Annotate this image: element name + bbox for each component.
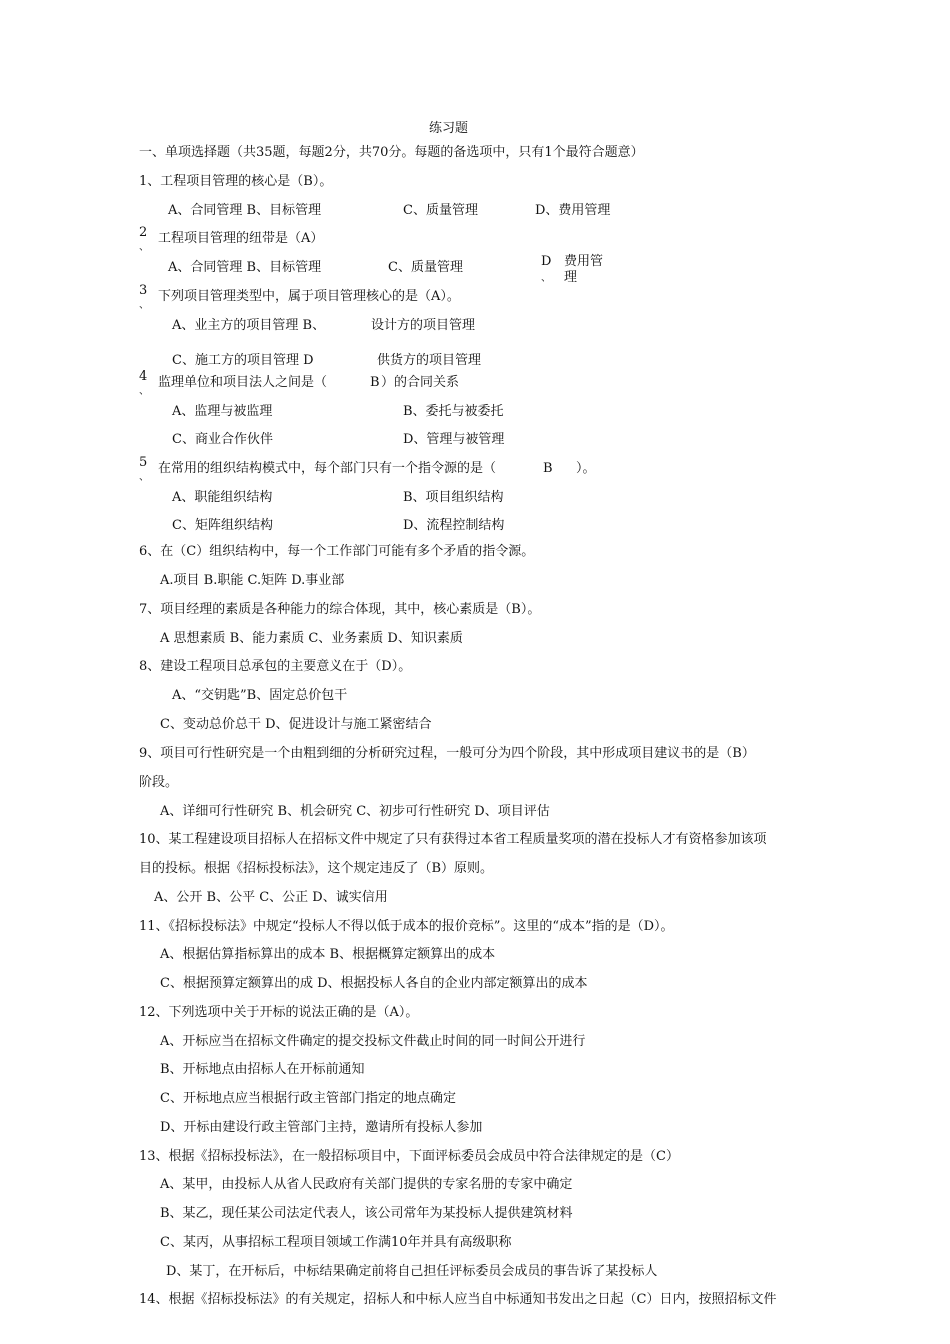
question-3-number-mark: 、 <box>139 300 149 311</box>
question-2-option-c: C、质量管理 <box>388 260 463 275</box>
question-5-answer: B <box>543 461 553 476</box>
question-13-option-a: A、某甲，由投标人从省人民政府有关部门提供的专家名册的专家中确定 <box>160 1177 573 1192</box>
question-3-option-cd: C、施工方的项目管理 D <box>172 353 314 368</box>
question-1-option-ab: A、合同管理 B、目标管理 <box>168 203 322 218</box>
question-2-stem: 工程项目管理的纽带是（A） <box>158 231 324 246</box>
question-12-option-b: B、开标地点由招标人在开标前通知 <box>160 1062 365 1077</box>
page-title: 练习题 <box>429 121 469 136</box>
question-10-stem-cont: 目的投标。根据《招标投标法》，这个规定违反了（B）原则。 <box>139 861 494 876</box>
question-13-option-b: B、某乙，现任某公司法定代表人，该公司常年为某投标人提供建筑材料 <box>160 1206 573 1221</box>
question-5-option-b: B、项目组织结构 <box>403 490 504 505</box>
question-5-option-d: D、流程控制结构 <box>403 518 505 533</box>
question-7-options: A 思想素质 B、能力素质 C、业务素质 D、知识素质 <box>160 631 463 646</box>
question-9-options: A、详细可行性研究 B、机会研究 C、初步可行性研究 D、项目评估 <box>160 804 550 819</box>
question-4-stem-end: ）的合同关系 <box>381 375 460 390</box>
question-2-number: 2 <box>139 225 148 240</box>
question-10-stem: 10、某工程建设项目招标人在招标文件中规定了只有获得过本省工程质量奖项的潜在投标人才有资格参加该项 <box>139 832 767 847</box>
question-2-option-d-letter: D <box>541 254 552 269</box>
question-13-option-d: D、某丁，在开标后，中标结果确定前将自己担任评标委员会成员的事告诉了某投标人 <box>166 1264 658 1279</box>
question-1-stem: 1、工程项目管理的核心是（B）。 <box>139 174 333 189</box>
question-2-option-ab: A、合同管理 B、目标管理 <box>168 260 322 275</box>
question-13-option-c: C、某丙，从事招标工程项目领域工作满10年并具有高级职称 <box>160 1235 512 1250</box>
question-14-stem: 14、根据《招标投标法》的有关规定，招标人和中标人应当自中标通知书发出之日起（C）日内，按照招标文件 <box>139 1292 777 1307</box>
question-5-number-mark: 、 <box>139 472 149 483</box>
question-1-option-d: D、费用管理 <box>535 203 611 218</box>
question-6-stem: 6、在（C）组织结构中，每一个工作部门可能有多个矛盾的指令源。 <box>139 544 535 559</box>
question-5-number: 5 <box>139 455 148 470</box>
question-5-option-a: A、职能组织结构 <box>172 490 273 505</box>
question-8-stem: 8、建设工程项目总承包的主要意义在于（D）。 <box>139 659 412 674</box>
question-7-stem: 7、项目经理的素质是各种能力的综合体现，其中，核心素质是（B）。 <box>139 602 541 617</box>
question-2-option-d-text: 费用管 <box>564 254 604 269</box>
question-12-stem: 12、下列选项中关于开标的说法正确的是（A）。 <box>139 1005 419 1020</box>
question-5-stem-start: 在常用的组织结构模式中，每个部门只有一个指令源的是（ <box>158 461 497 476</box>
section-heading: 一、单项选择题（共35题，每题2分，共70分。每题的备选项中，只有1个最符合题意） <box>139 145 644 160</box>
question-13-stem: 13、根据《招标投标法》，在一般招标项目中，下面评标委员会成员中符合法律规定的是（C） <box>139 1149 679 1164</box>
question-9-stem-cont: 阶段。 <box>139 775 179 790</box>
question-12-option-d: D、开标由建设行政主管部门主持，邀请所有投标人参加 <box>160 1120 483 1135</box>
question-6-options: A.项目 B.职能 C.矩阵 D.事业部 <box>160 573 345 588</box>
question-4-option-d: D、管理与被管理 <box>403 432 505 447</box>
question-3-option-ab: A、业主方的项目管理 B、 <box>172 318 326 333</box>
question-4-option-b: B、委托与被委托 <box>403 404 504 419</box>
question-4-number: 4 <box>139 369 148 384</box>
question-1-option-c: C、质量管理 <box>403 203 478 218</box>
question-11-stem: 11、《招标投标法》中规定“投标人不得以低于成本的报价竞标”。这里的“成本”指的是（D）。 <box>139 919 674 934</box>
question-9-stem: 9、项目可行性研究是一个由粗到细的分析研究过程，一般可分为四个阶段，其中形成项目建议书的是（B） <box>139 746 755 761</box>
question-10-options: A、公开 B、公平 C、公正 D、诚实信用 <box>154 890 388 905</box>
question-2-option-d-mark: 、 <box>541 273 551 284</box>
question-12-option-a: A、开标应当在招标文件确定的提交投标文件截止时间的同一时间公开进行 <box>160 1034 586 1049</box>
question-4-answer: B <box>370 375 380 390</box>
question-4-stem-start: 监理单位和项目法人之间是（ <box>158 375 328 390</box>
question-11-options-cd: C、根据预算定额算出的成 D、根据投标人各自的企业内部定额算出的成本 <box>160 976 588 991</box>
question-5-option-c: C、矩阵组织结构 <box>172 518 273 533</box>
question-4-option-c: C、商业合作伙伴 <box>172 432 273 447</box>
question-3-option-d-text: 供货方的项目管理 <box>377 353 482 368</box>
question-3-option-b-text: 设计方的项目管理 <box>371 318 476 333</box>
question-2-number-mark: 、 <box>139 242 149 253</box>
question-12-option-c: C、开标地点应当根据行政主管部门指定的地点确定 <box>160 1091 456 1106</box>
question-4-option-a: A、监理与被监理 <box>172 404 273 419</box>
question-3-stem: 下列项目管理类型中，属于项目管理核心的是（A）。 <box>158 289 460 304</box>
question-5-stem-end: ）。 <box>576 461 596 476</box>
question-4-number-mark: 、 <box>139 386 149 397</box>
question-3-number: 3 <box>139 283 148 298</box>
question-8-options-cd: C、变动总价总干 D、促进设计与施工紧密结合 <box>160 717 432 732</box>
question-11-options-ab: A、根据估算指标算出的成本 B、根据概算定额算出的成本 <box>160 947 496 962</box>
question-8-options-ab: A、“交钥匙”B、固定总价包干 <box>172 688 348 703</box>
question-2-option-d-text-cont: 理 <box>564 270 578 285</box>
